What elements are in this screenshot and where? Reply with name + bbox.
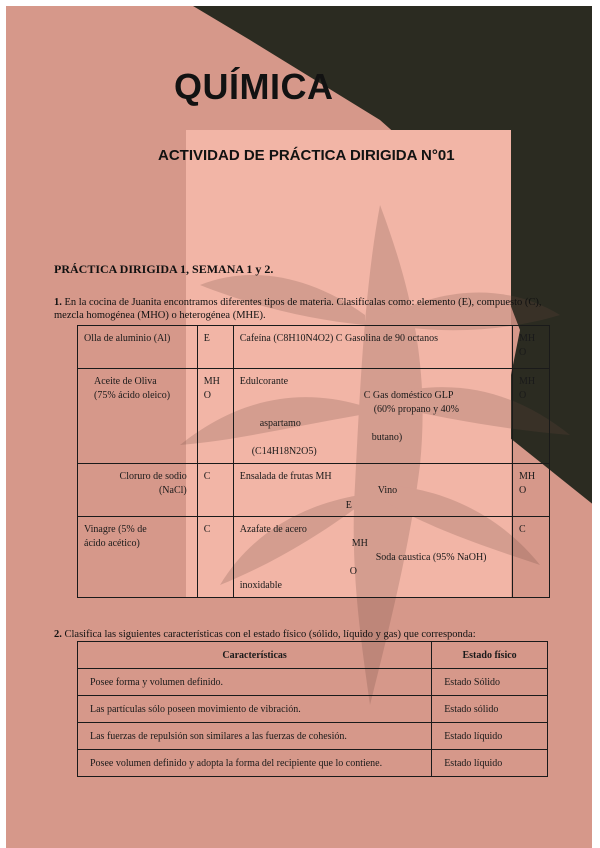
cell-line: Azafate de acero: [239, 524, 307, 535]
cell-line: aspartamo: [259, 418, 301, 429]
table-cell: C: [513, 517, 550, 598]
table-cell: Estado sólido: [432, 696, 548, 723]
table-header-row: [78, 642, 548, 669]
table-cell: [233, 464, 512, 517]
question-2-text: Clasifica las siguientes características con el estado físico (sólido, líquido y gas) que corresponda:: [64, 629, 476, 640]
cell-line: Vino: [377, 485, 398, 496]
cell-line: Aceite de Oliva: [94, 376, 157, 387]
table-cell: Estado líquido: [432, 723, 548, 750]
table-cell: [78, 464, 198, 517]
table-cell: Estado líquido: [432, 750, 548, 777]
column-header: Características: [78, 642, 432, 669]
question-2-number: 2.: [54, 629, 62, 640]
table-cell: Cafeína (C8H10N4O2) C Gasolina de 90 octanos: [233, 326, 512, 369]
page-title: QUÍMICA: [174, 66, 334, 107]
column-header: Estado físico: [432, 642, 548, 669]
table-cell: Olla de aluminio (Al): [78, 326, 198, 369]
table-cell: Posee volumen definido y adopta la forma del recipiente que lo contiene.: [78, 750, 432, 777]
cell-line: (60% propano y 40%: [373, 404, 459, 415]
table-cell: MH O: [197, 369, 233, 464]
cell-line: E: [345, 500, 352, 511]
cell-line: inoxidable: [239, 580, 282, 591]
table-cell: Posee forma y volumen definido.: [78, 669, 432, 696]
cell-line: Vinagre (5% de: [84, 524, 147, 535]
cell-line: Ensalada de frutas MH: [239, 471, 332, 482]
table-row: [78, 369, 550, 464]
cell-line: (75% ácido oleico): [94, 390, 171, 401]
table-cell: [233, 517, 512, 598]
cell-line: C Gas doméstico GLP: [363, 390, 454, 401]
table-cell: Las fuerzas de repulsión son similares a las fuerzas de cohesión.: [78, 723, 432, 750]
table-cell: [78, 369, 198, 464]
table-cell: C: [197, 517, 233, 598]
table-row: [78, 326, 550, 369]
cell-line: MH: [351, 538, 368, 549]
table-cell: [233, 369, 512, 464]
cell-line: Soda caustica (95% NaOH): [375, 552, 487, 563]
cell-line: (NaCl): [158, 485, 187, 496]
cell-line: Edulcorante: [239, 376, 289, 387]
page-edge-right: [592, 0, 600, 848]
table-row: [78, 750, 548, 777]
table-cell: MH O: [513, 326, 550, 369]
table-row: [78, 669, 548, 696]
question-1: [54, 296, 554, 322]
states-table: [77, 641, 548, 777]
table-cell: [78, 517, 198, 598]
page-edge-left: [0, 0, 6, 848]
table-cell: Estado Sólido: [432, 669, 548, 696]
section-heading: PRÁCTICA DIRIGIDA 1, SEMANA 1 y 2.: [54, 262, 274, 276]
table-cell: Las partículas sólo poseen movimiento de vibración.: [78, 696, 432, 723]
cell-line: ácido acético): [84, 538, 140, 549]
cell-line: O: [349, 566, 357, 577]
table-row: [78, 464, 550, 517]
table-cell: C: [197, 464, 233, 517]
classification-table: [77, 325, 550, 598]
table-cell: E: [197, 326, 233, 369]
table-row: [78, 696, 548, 723]
question-1-text: En la cocina de Juanita encontramos diferentes tipos de materia. Clasifícalas como: elemento (E), compuesto (C), mezcla homogénea (MHO) o heterogénea (MHE).: [54, 297, 542, 321]
question-1-number: 1.: [54, 297, 62, 308]
page-edge-top: [0, 0, 600, 6]
table-row: [78, 723, 548, 750]
question-2: [54, 629, 574, 640]
table-row: [78, 517, 550, 598]
cell-line: (C14H18N2O5): [251, 446, 317, 457]
table-cell: MH O: [513, 369, 550, 464]
table-cell: MH O: [513, 464, 550, 517]
cell-line: Cloruro de sodio: [119, 471, 187, 482]
page-subtitle: ACTIVIDAD DE PRÁCTICA DIRIGIDA N°01: [158, 147, 455, 164]
cell-line: butano): [371, 432, 403, 443]
